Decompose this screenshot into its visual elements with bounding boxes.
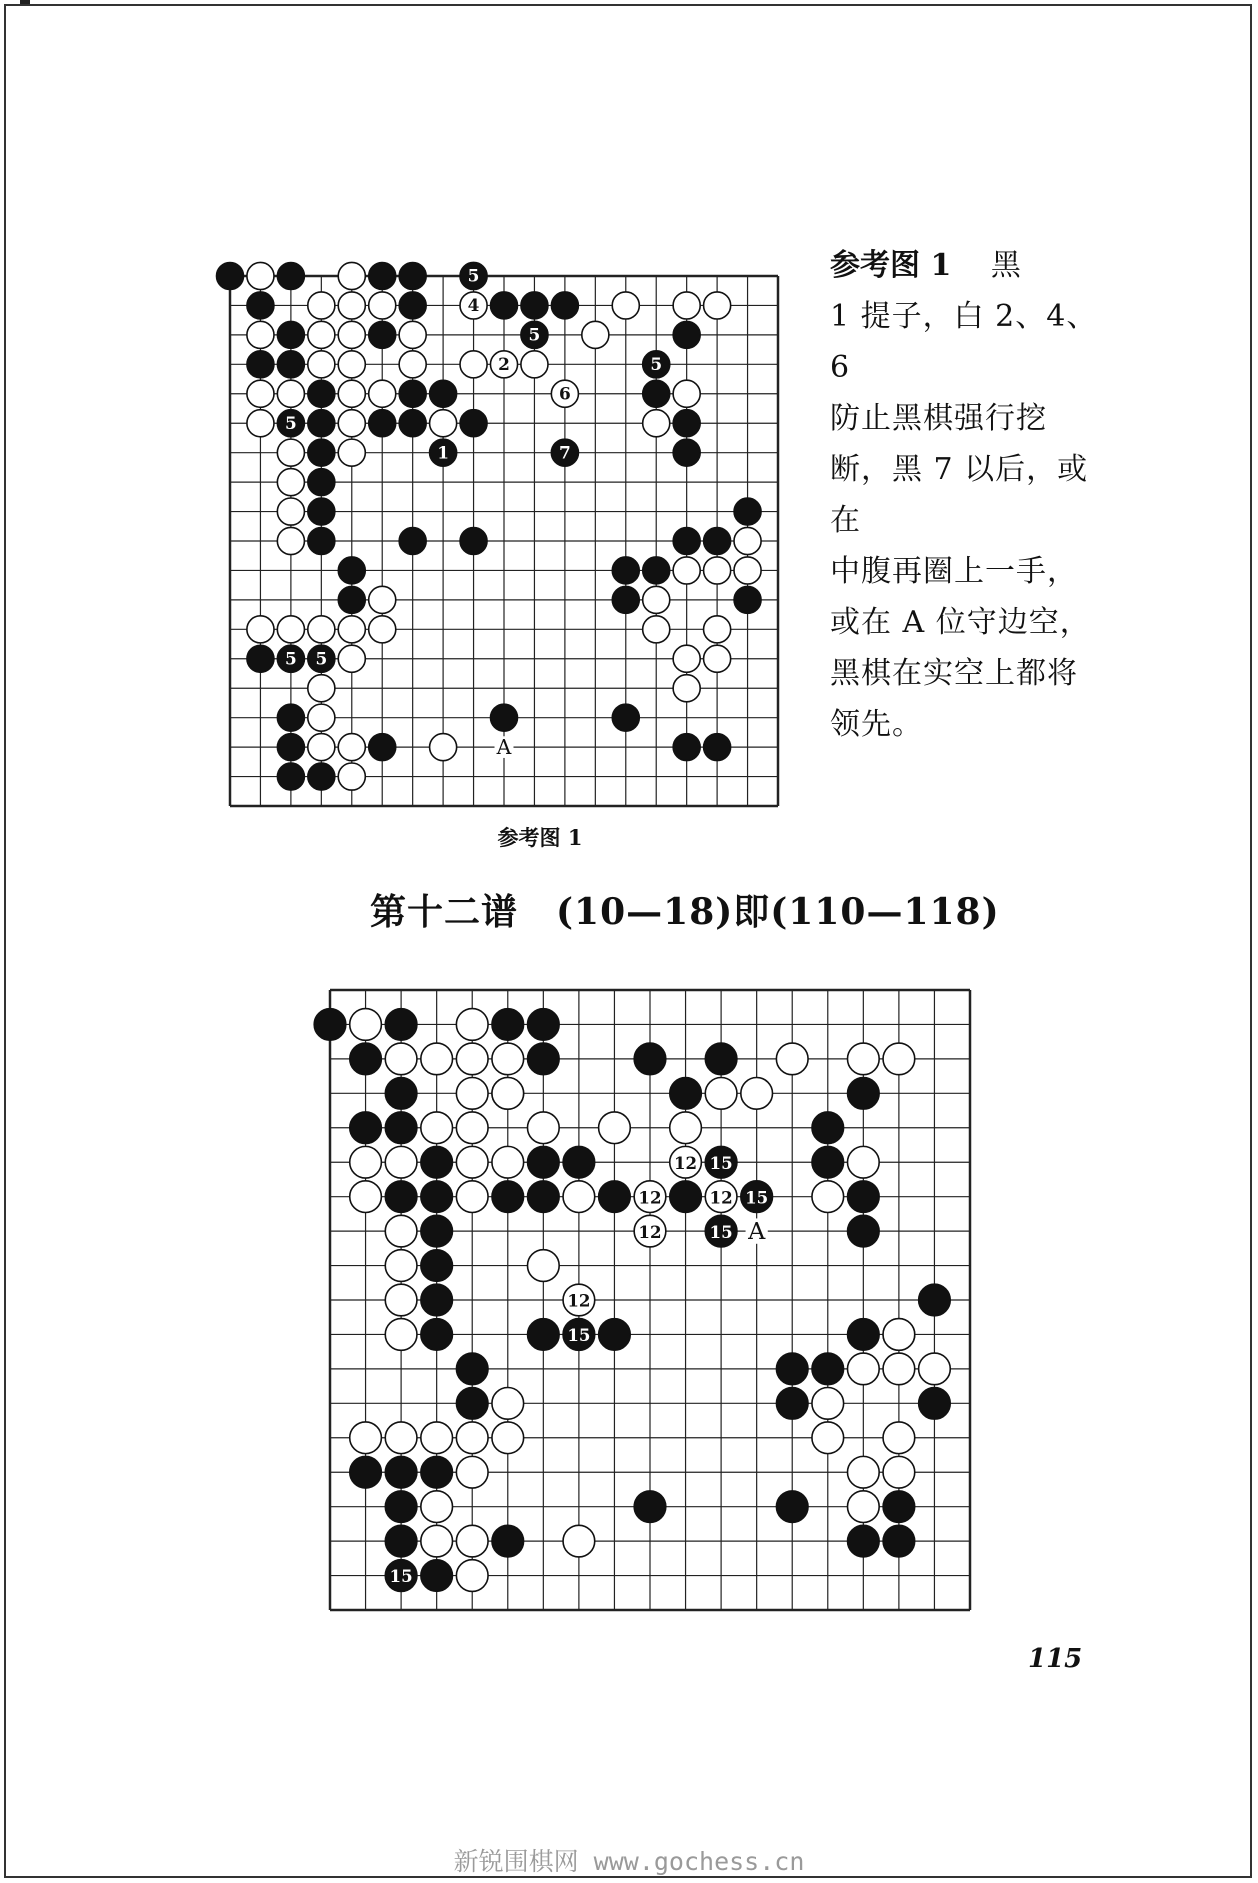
- board1-black-stone: [551, 292, 578, 319]
- board2-white-stone: [527, 1250, 559, 1282]
- board1-white-stone: [338, 616, 365, 643]
- board2-move-number: 12: [567, 1290, 591, 1311]
- corner-mark: [20, 0, 30, 4]
- board1-white-stone: [673, 292, 700, 319]
- board1-black-stone: [369, 321, 396, 348]
- board1-white-stone: [338, 351, 365, 378]
- board2-black-stone: [705, 1043, 737, 1075]
- board2-white-stone: [741, 1077, 773, 1109]
- board2-black-stone: [350, 1456, 382, 1488]
- board1-black-stone: [308, 527, 335, 554]
- board1-white-stone: [673, 645, 700, 672]
- board1-white-stone: [369, 292, 396, 319]
- board1-white-stone: [338, 292, 365, 319]
- board2-black-stone: [919, 1387, 951, 1419]
- board2-white-stone: [492, 1077, 524, 1109]
- board2-black-stone: [883, 1491, 915, 1523]
- board2-white-stone: [527, 1112, 559, 1144]
- board1-black-stone: [673, 439, 700, 466]
- board2-black-stone: [847, 1077, 879, 1109]
- board1-black-stone: [643, 557, 670, 584]
- board1-black-stone: [399, 527, 426, 554]
- go-board-1: [225, 244, 815, 814]
- board2-white-stone: [421, 1422, 453, 1454]
- board1-move-number: 5: [528, 324, 541, 345]
- board2-white-stone: [883, 1043, 915, 1075]
- board1-white-stone: [734, 557, 761, 584]
- board1-white-stone: [277, 616, 304, 643]
- board2-marker-label: A: [748, 1217, 766, 1246]
- board2-black-stone: [634, 1491, 666, 1523]
- board1-white-stone: [277, 439, 304, 466]
- board2-black-stone: [919, 1284, 951, 1316]
- board2-white-stone: [385, 1422, 417, 1454]
- board2-white-stone: [385, 1215, 417, 1247]
- caption-line-6: 领先。: [830, 707, 923, 742]
- board2-white-stone: [421, 1491, 453, 1523]
- board1-black-stone: [369, 262, 396, 289]
- board2-white-stone: [670, 1112, 702, 1144]
- board2-white-stone: [421, 1525, 453, 1557]
- board2-white-stone: [883, 1422, 915, 1454]
- board1-move-number: 7: [558, 442, 571, 463]
- board2-black-stone: [634, 1043, 666, 1075]
- go-board-2: [322, 946, 1022, 1620]
- board1-black-stone: [643, 380, 670, 407]
- board1-white-stone: [247, 262, 274, 289]
- board2-black-stone: [421, 1181, 453, 1213]
- board2-black-stone: [456, 1353, 488, 1385]
- board1-black-stone: [734, 498, 761, 525]
- board2-black-stone: [421, 1560, 453, 1592]
- board1-black-stone: [460, 527, 487, 554]
- board2-move-number: 12: [638, 1221, 662, 1242]
- footer-watermark: 新锐围棋网 www.gochess.cn: [453, 1847, 805, 1876]
- board2-white-stone: [492, 1146, 524, 1178]
- board2-black-stone: [812, 1353, 844, 1385]
- board1-white-stone: [247, 410, 274, 437]
- board1-white-stone: [582, 321, 609, 348]
- board2-black-stone: [492, 1009, 524, 1041]
- board2-move-number: 12: [673, 1152, 698, 1173]
- board2-white-stone: [385, 1043, 417, 1075]
- board2-white-stone: [456, 1560, 488, 1592]
- board1-black-stone: [277, 262, 304, 289]
- board1-black-stone: [247, 351, 274, 378]
- board1-black-stone: [612, 557, 639, 584]
- board1-white-stone: [308, 675, 335, 702]
- board2-white-stone: [456, 1181, 488, 1213]
- board2-white-stone: [350, 1181, 382, 1213]
- board1-white-stone: [643, 586, 670, 613]
- board1-white-stone: [430, 410, 457, 437]
- board1-black-stone: [399, 262, 426, 289]
- board2-black-stone: [421, 1215, 453, 1247]
- board1-white-stone: [643, 410, 670, 437]
- board1-move-number: 6: [558, 383, 571, 404]
- board2-black-stone: [883, 1525, 915, 1557]
- board2-black-stone: [563, 1146, 595, 1178]
- board1-black-stone: [490, 292, 517, 319]
- board2-white-stone: [847, 1456, 879, 1488]
- board2-black-stone: [421, 1456, 453, 1488]
- board2-white-stone: [705, 1077, 737, 1109]
- board1-move-number: 5: [284, 412, 297, 433]
- board2-white-stone: [919, 1353, 951, 1385]
- board2-black-stone: [527, 1043, 559, 1075]
- board1-black-stone: [490, 704, 517, 731]
- board2-black-stone: [812, 1112, 844, 1144]
- board2-black-stone: [385, 1456, 417, 1488]
- board2-black-stone: [776, 1353, 808, 1385]
- board1-white-stone: [399, 321, 426, 348]
- board1-black-stone: [430, 380, 457, 407]
- board2-white-stone: [492, 1043, 524, 1075]
- board2-move-number: 12: [638, 1187, 662, 1208]
- caption-line-1: 防止黑棋强行挖: [830, 401, 1047, 436]
- board2-white-stone: [599, 1112, 631, 1144]
- board1-white-stone: [673, 675, 700, 702]
- board1-black-stone: [369, 734, 396, 761]
- board1-move-number: 5: [284, 648, 297, 669]
- board2-black-stone: [847, 1181, 879, 1213]
- board2-black-stone: [385, 1491, 417, 1523]
- board1-white-stone: [308, 321, 335, 348]
- board1-black-stone: [612, 704, 639, 731]
- board1-white-stone: [277, 527, 304, 554]
- board2-white-stone: [456, 1043, 488, 1075]
- board1-black-stone: [277, 321, 304, 348]
- board1-white-stone: [460, 351, 487, 378]
- board1-black-stone: [399, 410, 426, 437]
- board2-black-stone: [847, 1525, 879, 1557]
- board2-move-number: 15: [709, 1152, 733, 1173]
- board2-black-stone: [385, 1525, 417, 1557]
- board2-white-stone: [776, 1043, 808, 1075]
- board1-move-number: 1: [437, 442, 450, 463]
- board1-black-stone: [277, 704, 304, 731]
- board1-black-stone: [338, 586, 365, 613]
- reference-caption: [830, 240, 1110, 750]
- board2-move-number: 15: [567, 1325, 591, 1346]
- board1-move-number: 5: [650, 354, 663, 375]
- board2-black-stone: [527, 1009, 559, 1041]
- board1-white-stone: [734, 527, 761, 554]
- board2-black-stone: [314, 1009, 346, 1041]
- board2-black-stone: [670, 1181, 702, 1213]
- board1-white-stone: [704, 645, 731, 672]
- board2-white-stone: [456, 1525, 488, 1557]
- board1-black-stone: [308, 498, 335, 525]
- board2-black-stone: [527, 1319, 559, 1351]
- board1-white-stone: [338, 439, 365, 466]
- board1-black-stone: [308, 380, 335, 407]
- board1-white-stone: [308, 734, 335, 761]
- board2-move-number: 15: [389, 1566, 413, 1587]
- board2-white-stone: [563, 1525, 595, 1557]
- caption-title: 参考图 1: [830, 248, 952, 283]
- board1-white-stone: [338, 380, 365, 407]
- caption-line-0: 1 提子，白 2、4、6: [830, 299, 1098, 385]
- board1-black-stone: [308, 439, 335, 466]
- board1-black-stone: [673, 321, 700, 348]
- board2-black-stone: [421, 1146, 453, 1178]
- board1-black-stone: [277, 763, 304, 790]
- board2-black-stone: [599, 1319, 631, 1351]
- board2-move-number: 12: [709, 1187, 733, 1208]
- board1-white-stone: [704, 616, 731, 643]
- caption-title-line: [830, 240, 1110, 291]
- board2-black-stone: [385, 1009, 417, 1041]
- board2-white-stone: [350, 1146, 382, 1178]
- board2-black-stone: [847, 1215, 879, 1247]
- board2-white-stone: [385, 1319, 417, 1351]
- board2-white-stone: [563, 1181, 595, 1213]
- board2-white-stone: [421, 1043, 453, 1075]
- board1-black-stone: [399, 380, 426, 407]
- board2-white-stone: [421, 1112, 453, 1144]
- board1-black-stone: [308, 763, 335, 790]
- board2-white-stone: [883, 1353, 915, 1385]
- board2-white-stone: [847, 1146, 879, 1178]
- board1-move-number: 4: [467, 295, 480, 316]
- board1-white-stone: [308, 704, 335, 731]
- board2-white-stone: [456, 1112, 488, 1144]
- board1-move-number: 5: [467, 265, 480, 286]
- caption-line-5: 黑棋在实空上都将: [830, 656, 1078, 691]
- board1-move-number: 5: [315, 648, 328, 669]
- board2-white-stone: [350, 1009, 382, 1041]
- board2-move-number: 15: [745, 1187, 769, 1208]
- board2-white-stone: [492, 1422, 524, 1454]
- board1-black-stone: [308, 469, 335, 496]
- board2-white-stone: [456, 1077, 488, 1109]
- board2-black-stone: [812, 1146, 844, 1178]
- board2-move-number: 15: [709, 1221, 733, 1242]
- board2-black-stone: [670, 1077, 702, 1109]
- board2-white-stone: [812, 1387, 844, 1419]
- board1-white-stone: [308, 616, 335, 643]
- board2-black-stone: [599, 1181, 631, 1213]
- board2-black-stone: [385, 1181, 417, 1213]
- board1-stones: [216, 262, 761, 790]
- board1-white-stone: [369, 380, 396, 407]
- board1-marker-label: A: [496, 734, 512, 759]
- board1-black-stone: [704, 734, 731, 761]
- board2-white-stone: [492, 1387, 524, 1419]
- board1-white-stone: [369, 586, 396, 613]
- board1-white-stone: [338, 321, 365, 348]
- board2-black-stone: [847, 1319, 879, 1351]
- board1-white-stone: [338, 734, 365, 761]
- board1-black-stone: [277, 734, 304, 761]
- board1-white-stone: [673, 380, 700, 407]
- board1-black-stone: [673, 527, 700, 554]
- caption-line-4: 或在 A 位守边空，: [830, 605, 1091, 640]
- board2-white-stone: [883, 1456, 915, 1488]
- board2-black-stone: [421, 1319, 453, 1351]
- board2-white-stone: [847, 1353, 879, 1385]
- board2-black-stone: [776, 1387, 808, 1419]
- board1-black-stone: [247, 645, 274, 672]
- board2-white-stone: [385, 1146, 417, 1178]
- board1-move-number: 2: [498, 354, 510, 375]
- board1-white-stone: [399, 351, 426, 378]
- board2-black-stone: [350, 1112, 382, 1144]
- page-number: 115: [1028, 1644, 1083, 1674]
- board1-black-stone: [521, 292, 548, 319]
- board2-white-stone: [385, 1284, 417, 1316]
- board2-black-stone: [385, 1112, 417, 1144]
- board1-white-stone: [277, 469, 304, 496]
- board2-white-stone: [847, 1491, 879, 1523]
- board2-black-stone: [421, 1250, 453, 1282]
- board2-white-stone: [456, 1456, 488, 1488]
- board2-white-stone: [350, 1422, 382, 1454]
- board2-white-stone: [812, 1422, 844, 1454]
- board1-white-stone: [247, 321, 274, 348]
- board1-white-stone: [643, 616, 670, 643]
- caption-title-tail: 黑: [990, 248, 1021, 283]
- chapter-heading: [370, 884, 1000, 935]
- board1-white-stone: [704, 292, 731, 319]
- board1-black-stone: [338, 557, 365, 584]
- board2-black-stone: [492, 1181, 524, 1213]
- chapter-move-range: (10—18)即(110—118): [556, 891, 1000, 933]
- board1-black-stone: [277, 351, 304, 378]
- board2-black-stone: [456, 1387, 488, 1419]
- board2-white-stone: [883, 1319, 915, 1351]
- board1-white-stone: [704, 557, 731, 584]
- board2-black-stone: [776, 1491, 808, 1523]
- board1-white-stone: [247, 616, 274, 643]
- board1-black-stone: [734, 586, 761, 613]
- board2-white-stone: [456, 1422, 488, 1454]
- board1-white-stone: [612, 292, 639, 319]
- board1-white-stone: [338, 262, 365, 289]
- board2-black-stone: [385, 1077, 417, 1109]
- board2-black-stone: [421, 1284, 453, 1316]
- board1-black-stone: [247, 292, 274, 319]
- game-record-12-board: [322, 946, 1022, 1620]
- board2-white-stone: [812, 1181, 844, 1213]
- board2-white-stone: [456, 1009, 488, 1041]
- board1-white-stone: [338, 645, 365, 672]
- board1-white-stone: [308, 351, 335, 378]
- board1-black-stone: [704, 527, 731, 554]
- caption-line-2: 断，黑 7 以后，或在: [830, 452, 1089, 538]
- board1-black-stone: [308, 410, 335, 437]
- board1-white-stone: [338, 410, 365, 437]
- board1-white-stone: [369, 616, 396, 643]
- board1-white-stone: [308, 292, 335, 319]
- reference-diagram-1-board: [225, 244, 815, 814]
- board1-white-stone: [673, 557, 700, 584]
- board2-black-stone: [492, 1525, 524, 1557]
- board1-black-stone: [460, 410, 487, 437]
- board1-black-stone: [369, 410, 396, 437]
- board1-white-stone: [247, 380, 274, 407]
- board1-black-stone: [673, 410, 700, 437]
- caption-line-3: 中腹再圈上一手，: [830, 554, 1078, 589]
- board1-black-stone: [673, 734, 700, 761]
- board2-black-stone: [527, 1181, 559, 1213]
- board1-white-stone: [277, 380, 304, 407]
- board1-white-stone: [338, 763, 365, 790]
- board1-white-stone: [521, 351, 548, 378]
- board2-white-stone: [456, 1146, 488, 1178]
- board1-white-stone: [430, 734, 457, 761]
- board2-black-stone: [350, 1043, 382, 1075]
- board1-black-stone: [612, 586, 639, 613]
- board1-black-stone: [399, 292, 426, 319]
- board2-black-stone: [527, 1146, 559, 1178]
- chapter-title: 第十二谱: [370, 891, 519, 933]
- board1-white-stone: [277, 498, 304, 525]
- board1-black-stone: [216, 262, 243, 289]
- board2-white-stone: [385, 1250, 417, 1282]
- figure-label: 参考图 1: [497, 825, 583, 850]
- board2-white-stone: [847, 1043, 879, 1075]
